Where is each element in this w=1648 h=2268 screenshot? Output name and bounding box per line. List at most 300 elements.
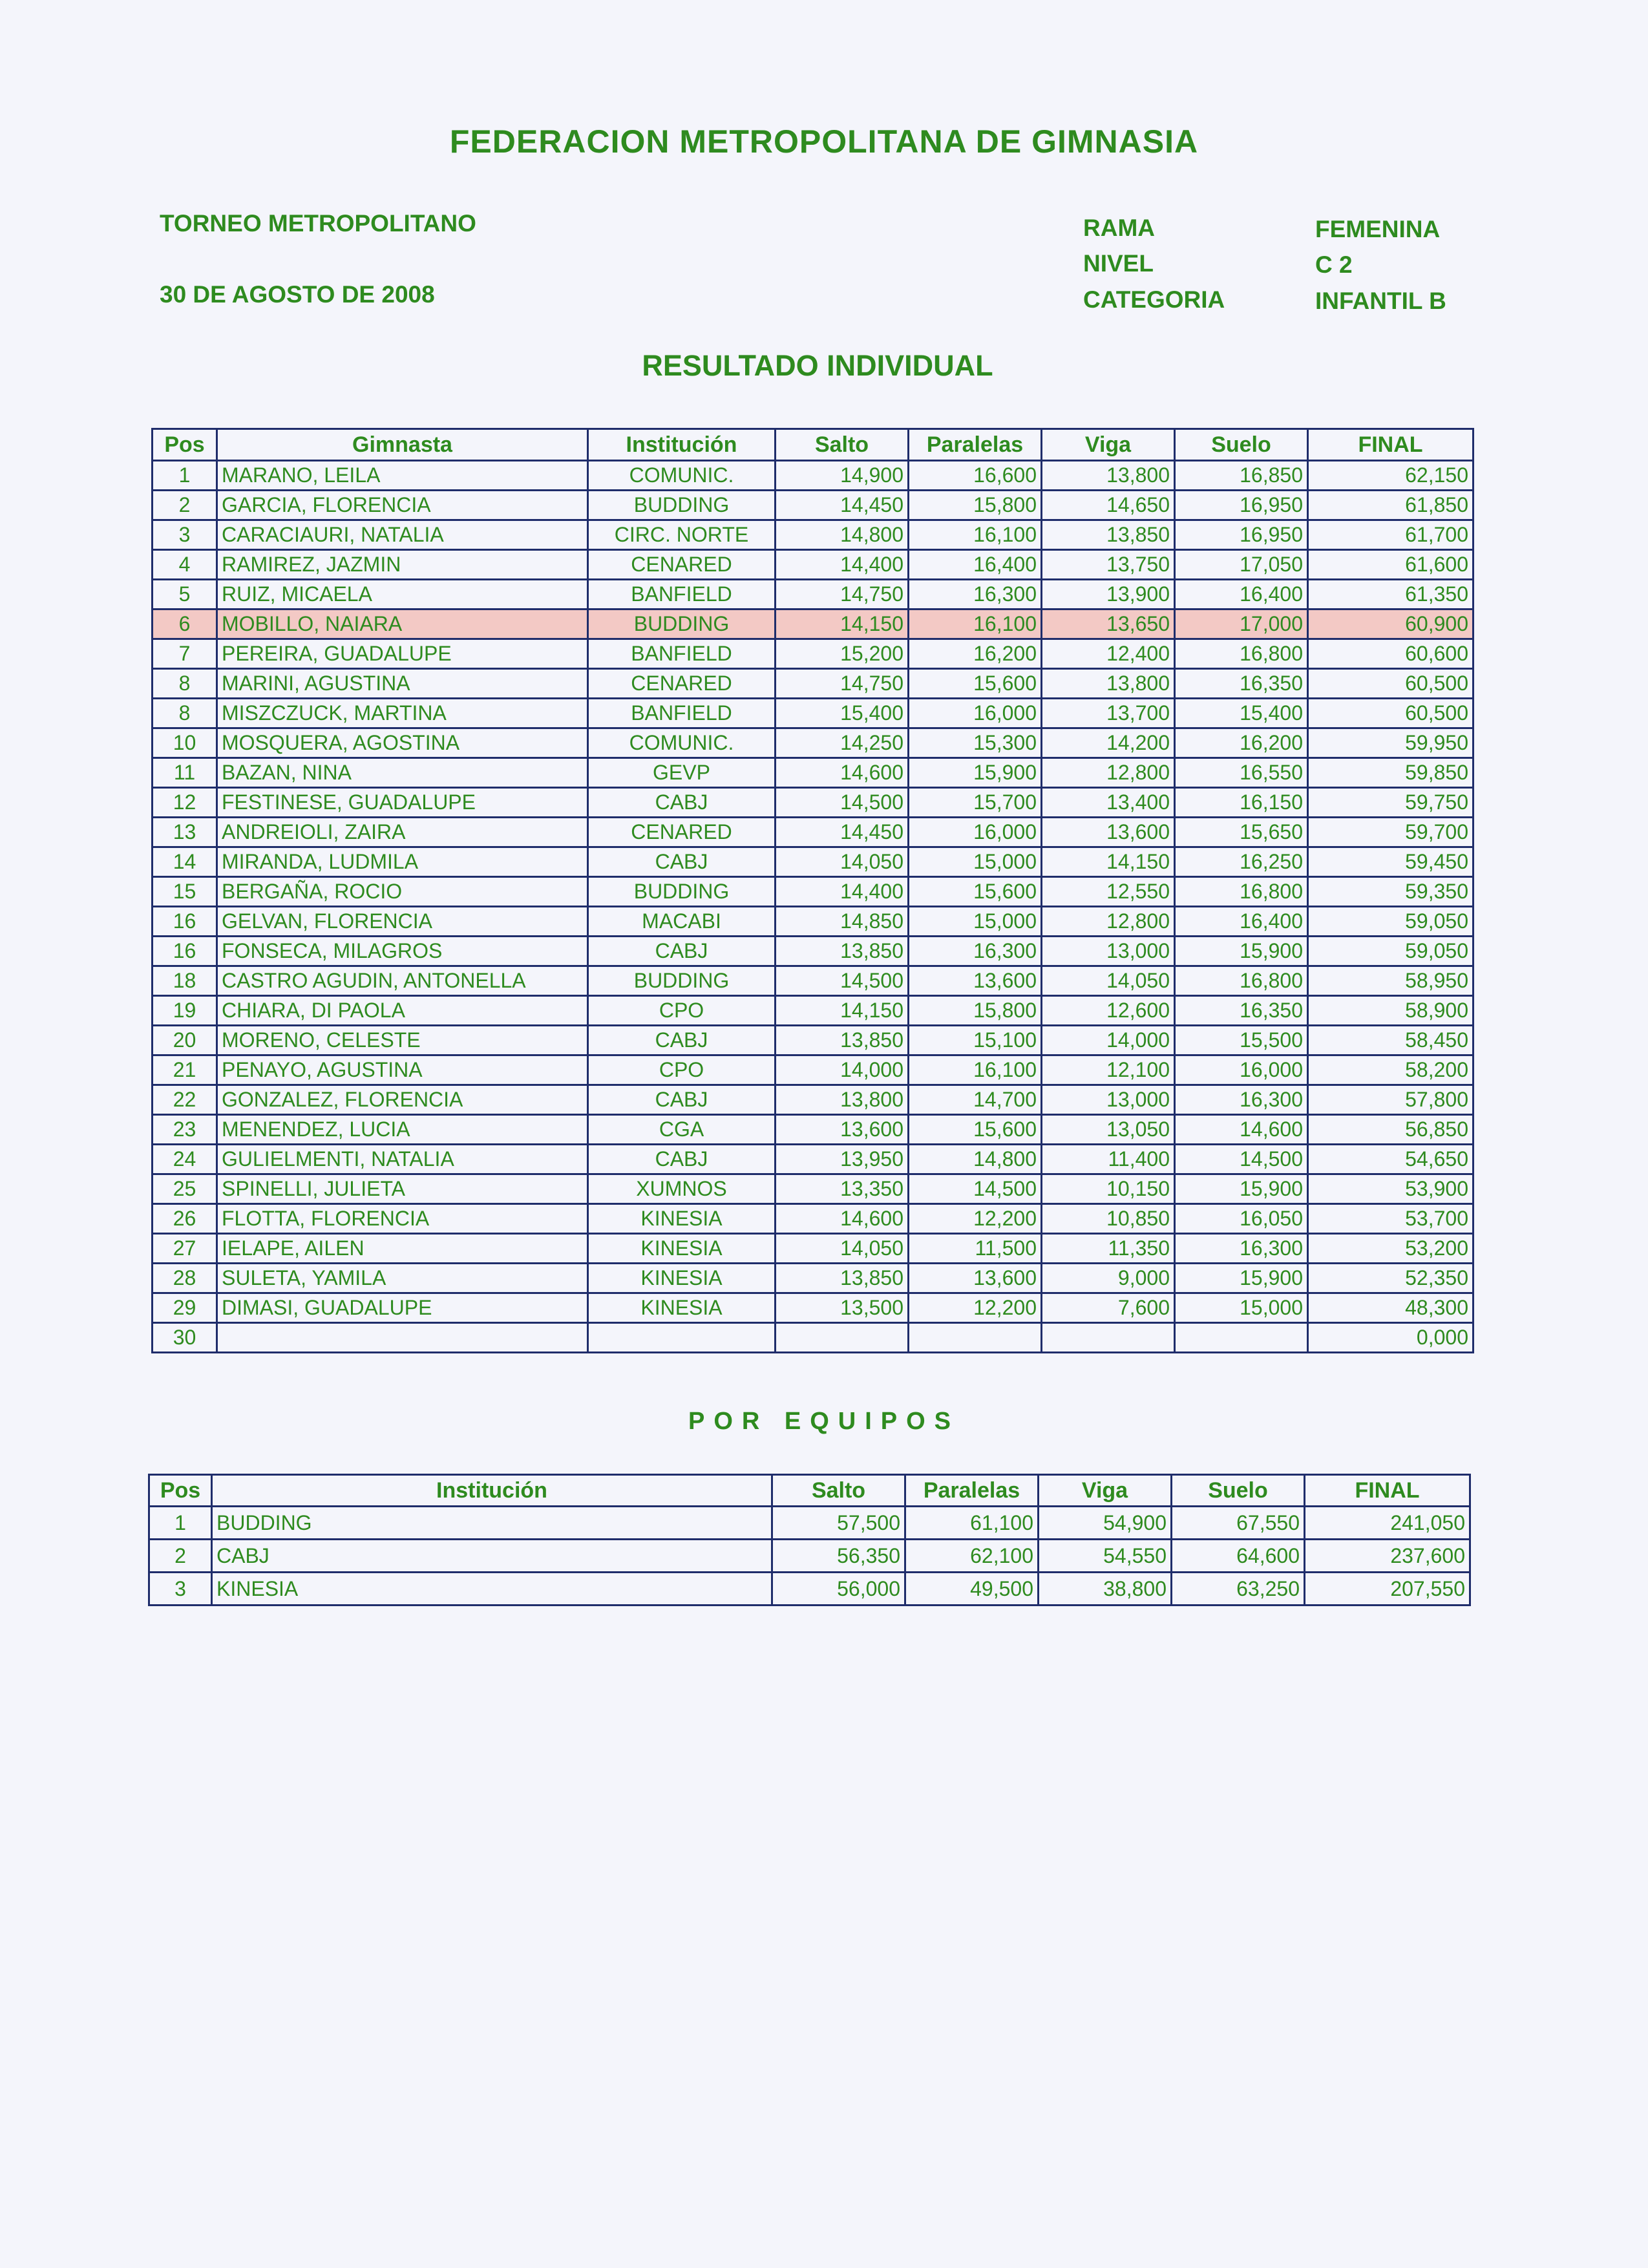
individual-row [153, 996, 1474, 1026]
individual-cell-gimnasta: DIMASI, GUADALUPE [217, 1293, 588, 1323]
individual-cell-institucion: BANFIELD [588, 580, 776, 609]
individual-cell-pos: 26 [153, 1204, 217, 1234]
individual-row [153, 639, 1474, 669]
individual-cell-final: 53,200 [1308, 1234, 1474, 1264]
individual-cell-suelo: 16,050 [1175, 1204, 1308, 1234]
individual-cell-salto: 14,600 [776, 1204, 909, 1234]
individual-cell-institucion: COMUNIC. [588, 461, 776, 491]
individual-cell-institucion: KINESIA [588, 1264, 776, 1293]
individual-cell-gimnasta: MENENDEZ, LUCIA [217, 1115, 588, 1145]
individual-cell-suelo: 16,800 [1175, 966, 1308, 996]
individual-cell-gimnasta: MARINI, AGUSTINA [217, 669, 588, 699]
individual-cell-paralelas: 16,000 [909, 818, 1042, 847]
individual-cell-paralelas: 15,900 [909, 758, 1042, 788]
individual-row [153, 580, 1474, 609]
individual-cell-gimnasta: PENAYO, AGUSTINA [217, 1055, 588, 1085]
individual-cell-final: 48,300 [1308, 1293, 1474, 1323]
individual-results-table [151, 428, 1474, 1353]
individual-cell-institucion: CABJ [588, 937, 776, 966]
individual-cell-pos: 25 [153, 1174, 217, 1204]
individual-cell-institucion: GEVP [588, 758, 776, 788]
individual-cell-final: 59,950 [1308, 728, 1474, 758]
individual-cell-suelo: 16,150 [1175, 788, 1308, 818]
individual-cell-salto: 14,800 [776, 520, 909, 550]
individual-cell-pos: 11 [153, 758, 217, 788]
team-col-viga: Viga [1039, 1475, 1172, 1507]
individual-cell-gimnasta: FONSECA, MILAGROS [217, 937, 588, 966]
categoria-value: INFANTIL B [1315, 288, 1446, 314]
individual-cell-pos: 13 [153, 818, 217, 847]
individual-cell-institucion: CGA [588, 1115, 776, 1145]
team-cell-paralelas: 61,100 [905, 1507, 1039, 1540]
individual-cell-pos: 7 [153, 639, 217, 669]
individual-cell-viga: 13,800 [1042, 669, 1175, 699]
individual-cell-suelo: 15,900 [1175, 1264, 1308, 1293]
team-row [149, 1540, 1470, 1573]
individual-cell-pos: 2 [153, 491, 217, 520]
individual-cell-final: 61,850 [1308, 491, 1474, 520]
individual-cell-institucion: KINESIA [588, 1234, 776, 1264]
individual-cell-salto: 13,500 [776, 1293, 909, 1323]
individual-cell-salto: 13,950 [776, 1145, 909, 1174]
individual-cell-paralelas: 13,600 [909, 966, 1042, 996]
individual-cell-institucion: KINESIA [588, 1204, 776, 1234]
individual-cell-pos: 5 [153, 580, 217, 609]
individual-cell-final: 60,900 [1308, 609, 1474, 639]
individual-cell-suelo: 15,900 [1175, 1174, 1308, 1204]
individual-cell-institucion: BUDDING [588, 491, 776, 520]
individual-cell-salto: 14,500 [776, 788, 909, 818]
individual-cell-viga: 14,200 [1042, 728, 1175, 758]
individual-cell-suelo: 15,500 [1175, 1026, 1308, 1055]
individual-row [153, 461, 1474, 491]
individual-cell-viga: 13,000 [1042, 1085, 1175, 1115]
individual-row [153, 788, 1474, 818]
individual-cell-paralelas: 14,700 [909, 1085, 1042, 1115]
team-col-suelo: Suelo [1172, 1475, 1305, 1507]
individual-cell-pos: 1 [153, 461, 217, 491]
individual-cell-suelo: 16,400 [1175, 907, 1308, 937]
individual-cell-final: 58,200 [1308, 1055, 1474, 1085]
individual-cell-pos: 18 [153, 966, 217, 996]
individual-cell-paralelas: 15,300 [909, 728, 1042, 758]
individual-cell-gimnasta: SULETA, YAMILA [217, 1264, 588, 1293]
individual-cell-gimnasta: GONZALEZ, FLORENCIA [217, 1085, 588, 1115]
individual-cell-viga: 13,800 [1042, 461, 1175, 491]
individual-cell-gimnasta: BAZAN, NINA [217, 758, 588, 788]
team-cell-paralelas: 62,100 [905, 1540, 1039, 1573]
categoria-label: CATEGORIA [1083, 286, 1225, 313]
individual-cell-final: 61,600 [1308, 550, 1474, 580]
individual-row [153, 1174, 1474, 1204]
team-cell-suelo: 64,600 [1172, 1540, 1305, 1573]
individual-cell-viga: 12,800 [1042, 907, 1175, 937]
individual-cell-salto: 13,850 [776, 1026, 909, 1055]
team-cell-salto: 57,500 [772, 1507, 905, 1540]
individual-cell-salto: 14,150 [776, 996, 909, 1026]
individual-cell-salto: 14,450 [776, 491, 909, 520]
individual-cell-final: 53,900 [1308, 1174, 1474, 1204]
individual-cell-gimnasta: FESTINESE, GUADALUPE [217, 788, 588, 818]
team-cell-pos: 1 [149, 1507, 212, 1540]
individual-cell-gimnasta: MORENO, CELESTE [217, 1026, 588, 1055]
individual-cell-paralelas: 12,200 [909, 1204, 1042, 1234]
individual-cell-paralelas: 16,100 [909, 520, 1042, 550]
tournament-name: TORNEO METROPOLITANO [160, 210, 476, 237]
individual-cell-viga: 12,100 [1042, 1055, 1175, 1085]
individual-cell-gimnasta: GULIELMENTI, NATALIA [217, 1145, 588, 1174]
individual-cell-gimnasta: RUIZ, MICAELA [217, 580, 588, 609]
individual-row [153, 1026, 1474, 1055]
individual-cell-final: 52,350 [1308, 1264, 1474, 1293]
individual-cell-salto: 13,850 [776, 937, 909, 966]
team-cell-final: 237,600 [1305, 1540, 1470, 1573]
individual-cell-pos: 27 [153, 1234, 217, 1264]
individual-cell-gimnasta: FLOTTA, FLORENCIA [217, 1204, 588, 1234]
team-cell-final: 241,050 [1305, 1507, 1470, 1540]
individual-row [153, 669, 1474, 699]
team-col-salto: Salto [772, 1475, 905, 1507]
individual-cell-viga: 12,400 [1042, 639, 1175, 669]
individual-cell-pos: 4 [153, 550, 217, 580]
nivel-label: NIVEL [1083, 250, 1154, 277]
individual-cell-gimnasta [217, 1323, 588, 1353]
individual-cell-gimnasta: RAMIREZ, JAZMIN [217, 550, 588, 580]
individual-cell-viga: 7,600 [1042, 1293, 1175, 1323]
team-cell-viga: 54,900 [1039, 1507, 1172, 1540]
team-results-title: POR EQUIPOS [688, 1408, 960, 1435]
individual-row [153, 907, 1474, 937]
individual-cell-institucion: CABJ [588, 1026, 776, 1055]
individual-cell-suelo: 16,200 [1175, 728, 1308, 758]
team-cell-institucion: BUDDING [212, 1507, 772, 1540]
individual-cell-gimnasta: MOSQUERA, AGOSTINA [217, 728, 588, 758]
individual-cell-suelo [1175, 1323, 1308, 1353]
individual-cell-institucion: CABJ [588, 1145, 776, 1174]
individual-cell-pos: 21 [153, 1055, 217, 1085]
individual-cell-salto: 13,850 [776, 1264, 909, 1293]
individual-col-viga: Viga [1042, 429, 1175, 461]
rama-value: FEMENINA [1315, 216, 1441, 242]
individual-cell-salto: 14,250 [776, 728, 909, 758]
individual-cell-pos: 30 [153, 1323, 217, 1353]
individual-cell-paralelas: 16,300 [909, 580, 1042, 609]
document-title: FEDERACION METROPOLITANA DE GIMNASIA [449, 123, 1199, 160]
individual-cell-institucion: CPO [588, 1055, 776, 1085]
individual-cell-salto: 14,400 [776, 877, 909, 907]
individual-cell-institucion: BANFIELD [588, 639, 776, 669]
team-cell-salto: 56,350 [772, 1540, 905, 1573]
individual-row [153, 1323, 1474, 1353]
individual-row [153, 1085, 1474, 1115]
individual-cell-pos: 24 [153, 1145, 217, 1174]
individual-cell-paralelas: 15,600 [909, 1115, 1042, 1145]
individual-cell-salto: 14,050 [776, 1234, 909, 1264]
individual-cell-suelo: 16,800 [1175, 639, 1308, 669]
individual-col-gimnasta: Gimnasta [217, 429, 588, 461]
individual-cell-salto: 14,450 [776, 818, 909, 847]
individual-cell-gimnasta: CASTRO AGUDIN, ANTONELLA [217, 966, 588, 996]
individual-row [153, 1115, 1474, 1145]
individual-cell-paralelas: 15,000 [909, 847, 1042, 877]
individual-cell-suelo: 16,000 [1175, 1055, 1308, 1085]
individual-cell-institucion: CENARED [588, 550, 776, 580]
individual-cell-gimnasta: GARCIA, FLORENCIA [217, 491, 588, 520]
individual-row [153, 699, 1474, 728]
individual-cell-suelo: 15,650 [1175, 818, 1308, 847]
individual-cell-suelo: 14,500 [1175, 1145, 1308, 1174]
team-cell-pos: 2 [149, 1540, 212, 1573]
individual-cell-final: 59,050 [1308, 907, 1474, 937]
team-row [149, 1507, 1470, 1540]
individual-row [153, 877, 1474, 907]
individual-cell-institucion: COMUNIC. [588, 728, 776, 758]
individual-cell-final: 58,950 [1308, 966, 1474, 996]
individual-cell-viga: 13,650 [1042, 609, 1175, 639]
individual-cell-institucion: BUDDING [588, 609, 776, 639]
individual-cell-final: 59,050 [1308, 937, 1474, 966]
individual-cell-suelo: 16,950 [1175, 491, 1308, 520]
individual-col-salto: Salto [776, 429, 909, 461]
individual-cell-viga: 10,150 [1042, 1174, 1175, 1204]
team-cell-viga: 54,550 [1039, 1540, 1172, 1573]
individual-cell-institucion: CPO [588, 996, 776, 1026]
individual-cell-final: 59,450 [1308, 847, 1474, 877]
individual-cell-viga: 13,000 [1042, 937, 1175, 966]
individual-cell-pos: 15 [153, 877, 217, 907]
team-col-final: FINAL [1305, 1475, 1470, 1507]
individual-cell-paralelas: 16,600 [909, 461, 1042, 491]
individual-cell-viga: 13,700 [1042, 699, 1175, 728]
team-cell-suelo: 63,250 [1172, 1573, 1305, 1606]
team-col-institucion: Institución [212, 1475, 772, 1507]
individual-cell-paralelas: 16,000 [909, 699, 1042, 728]
individual-cell-salto: 14,750 [776, 669, 909, 699]
individual-cell-paralelas: 16,100 [909, 609, 1042, 639]
individual-cell-institucion: CABJ [588, 788, 776, 818]
individual-cell-salto: 15,200 [776, 639, 909, 669]
individual-cell-suelo: 15,000 [1175, 1293, 1308, 1323]
individual-cell-paralelas: 14,800 [909, 1145, 1042, 1174]
individual-cell-suelo: 16,850 [1175, 461, 1308, 491]
individual-cell-final: 61,350 [1308, 580, 1474, 609]
individual-row [153, 491, 1474, 520]
team-results-table [148, 1474, 1471, 1606]
individual-cell-gimnasta: MARANO, LEILA [217, 461, 588, 491]
individual-row [153, 818, 1474, 847]
individual-cell-paralelas: 15,100 [909, 1026, 1042, 1055]
individual-cell-suelo: 17,000 [1175, 609, 1308, 639]
team-col-paralelas: Paralelas [905, 1475, 1039, 1507]
team-header-row [149, 1475, 1470, 1507]
individual-cell-viga: 13,050 [1042, 1115, 1175, 1145]
individual-cell-suelo: 15,900 [1175, 937, 1308, 966]
individual-cell-gimnasta: MIRANDA, LUDMILA [217, 847, 588, 877]
individual-cell-final: 61,700 [1308, 520, 1474, 550]
individual-cell-paralelas: 11,500 [909, 1234, 1042, 1264]
individual-cell-suelo: 16,250 [1175, 847, 1308, 877]
team-cell-pos: 3 [149, 1573, 212, 1606]
individual-cell-viga: 9,000 [1042, 1264, 1175, 1293]
individual-cell-pos: 8 [153, 669, 217, 699]
individual-cell-salto: 13,800 [776, 1085, 909, 1115]
individual-cell-paralelas: 15,600 [909, 669, 1042, 699]
individual-cell-viga: 13,750 [1042, 550, 1175, 580]
individual-cell-viga: 11,350 [1042, 1234, 1175, 1264]
individual-row [153, 1055, 1474, 1085]
individual-cell-pos: 20 [153, 1026, 217, 1055]
individual-cell-salto: 14,400 [776, 550, 909, 580]
individual-cell-viga: 12,550 [1042, 877, 1175, 907]
individual-cell-institucion: CENARED [588, 818, 776, 847]
individual-cell-final: 59,350 [1308, 877, 1474, 907]
rama-label: RAMA [1083, 215, 1155, 241]
nivel-value: C 2 [1315, 251, 1353, 278]
individual-cell-gimnasta: CARACIAURI, NATALIA [217, 520, 588, 550]
individual-cell-gimnasta: IELAPE, AILEN [217, 1234, 588, 1264]
individual-cell-viga: 13,400 [1042, 788, 1175, 818]
individual-cell-paralelas: 14,500 [909, 1174, 1042, 1204]
individual-cell-suelo: 17,050 [1175, 550, 1308, 580]
individual-cell-salto: 14,750 [776, 580, 909, 609]
individual-cell-paralelas: 16,400 [909, 550, 1042, 580]
individual-row [153, 1145, 1474, 1174]
individual-cell-pos: 29 [153, 1293, 217, 1323]
individual-cell-pos: 28 [153, 1264, 217, 1293]
individual-row [153, 550, 1474, 580]
individual-row [153, 758, 1474, 788]
individual-cell-institucion: CIRC. NORTE [588, 520, 776, 550]
individual-cell-viga: 11,400 [1042, 1145, 1175, 1174]
individual-cell-viga: 13,850 [1042, 520, 1175, 550]
individual-row [153, 937, 1474, 966]
team-cell-viga: 38,800 [1039, 1573, 1172, 1606]
team-cell-paralelas: 49,500 [905, 1573, 1039, 1606]
individual-table-body [153, 461, 1474, 1353]
individual-cell-viga: 14,150 [1042, 847, 1175, 877]
individual-cell-paralelas: 16,100 [909, 1055, 1042, 1085]
individual-cell-paralelas: 16,300 [909, 937, 1042, 966]
individual-cell-final: 53,700 [1308, 1204, 1474, 1234]
individual-cell-institucion: BUDDING [588, 966, 776, 996]
individual-row [153, 1234, 1474, 1264]
individual-cell-paralelas: 15,600 [909, 877, 1042, 907]
individual-cell-suelo: 16,300 [1175, 1085, 1308, 1115]
individual-cell-institucion: BANFIELD [588, 699, 776, 728]
individual-cell-institucion [588, 1323, 776, 1353]
individual-cell-salto: 13,350 [776, 1174, 909, 1204]
individual-cell-viga [1042, 1323, 1175, 1353]
team-row [149, 1573, 1470, 1606]
individual-cell-salto: 15,400 [776, 699, 909, 728]
individual-cell-suelo: 16,550 [1175, 758, 1308, 788]
individual-cell-pos: 23 [153, 1115, 217, 1145]
individual-cell-institucion: KINESIA [588, 1293, 776, 1323]
team-cell-institucion: KINESIA [212, 1573, 772, 1606]
individual-cell-viga: 12,600 [1042, 996, 1175, 1026]
individual-cell-institucion: CABJ [588, 847, 776, 877]
individual-cell-paralelas: 15,000 [909, 907, 1042, 937]
individual-cell-pos: 3 [153, 520, 217, 550]
individual-cell-salto [776, 1323, 909, 1353]
individual-cell-pos: 8 [153, 699, 217, 728]
tournament-date: 30 DE AGOSTO DE 2008 [160, 281, 435, 308]
individual-row [153, 1264, 1474, 1293]
individual-cell-paralelas: 15,800 [909, 491, 1042, 520]
individual-cell-final: 60,600 [1308, 639, 1474, 669]
team-col-pos: Pos [149, 1475, 212, 1507]
individual-cell-pos: 12 [153, 788, 217, 818]
individual-cell-viga: 14,650 [1042, 491, 1175, 520]
individual-cell-pos: 10 [153, 728, 217, 758]
individual-cell-final: 56,850 [1308, 1115, 1474, 1145]
individual-cell-pos: 16 [153, 907, 217, 937]
individual-header-row [153, 429, 1474, 461]
individual-cell-salto: 14,150 [776, 609, 909, 639]
individual-cell-pos: 6 [153, 609, 217, 639]
individual-row [153, 609, 1474, 639]
individual-cell-salto: 14,050 [776, 847, 909, 877]
individual-row [153, 728, 1474, 758]
individual-cell-institucion: CENARED [588, 669, 776, 699]
team-cell-suelo: 67,550 [1172, 1507, 1305, 1540]
individual-cell-final: 60,500 [1308, 699, 1474, 728]
individual-col-institucion: Institución [588, 429, 776, 461]
individual-cell-gimnasta: PEREIRA, GUADALUPE [217, 639, 588, 669]
individual-cell-salto: 14,000 [776, 1055, 909, 1085]
individual-cell-gimnasta: MISZCZUCK, MARTINA [217, 699, 588, 728]
individual-cell-final: 58,900 [1308, 996, 1474, 1026]
individual-cell-gimnasta: GELVAN, FLORENCIA [217, 907, 588, 937]
individual-cell-final: 59,700 [1308, 818, 1474, 847]
individual-cell-pos: 22 [153, 1085, 217, 1115]
individual-cell-suelo: 16,350 [1175, 669, 1308, 699]
team-cell-final: 207,550 [1305, 1573, 1470, 1606]
individual-row [153, 520, 1474, 550]
individual-cell-salto: 14,900 [776, 461, 909, 491]
individual-cell-paralelas: 12,200 [909, 1293, 1042, 1323]
individual-cell-viga: 10,850 [1042, 1204, 1175, 1234]
individual-results-title: RESULTADO INDIVIDUAL [642, 349, 993, 382]
individual-cell-viga: 14,050 [1042, 966, 1175, 996]
individual-cell-salto: 14,600 [776, 758, 909, 788]
individual-cell-pos: 19 [153, 996, 217, 1026]
individual-cell-suelo: 16,950 [1175, 520, 1308, 550]
individual-cell-final: 58,450 [1308, 1026, 1474, 1055]
individual-cell-gimnasta: SPINELLI, JULIETA [217, 1174, 588, 1204]
individual-cell-gimnasta: CHIARA, DI PAOLA [217, 996, 588, 1026]
individual-cell-institucion: MACABI [588, 907, 776, 937]
individual-cell-final: 59,850 [1308, 758, 1474, 788]
individual-cell-suelo: 14,600 [1175, 1115, 1308, 1145]
individual-cell-gimnasta: ANDREIOLI, ZAIRA [217, 818, 588, 847]
individual-cell-suelo: 15,400 [1175, 699, 1308, 728]
individual-cell-salto: 13,600 [776, 1115, 909, 1145]
individual-cell-paralelas: 13,600 [909, 1264, 1042, 1293]
individual-cell-paralelas [909, 1323, 1042, 1353]
individual-cell-institucion: CABJ [588, 1085, 776, 1115]
individual-cell-viga: 12,800 [1042, 758, 1175, 788]
individual-cell-salto: 14,500 [776, 966, 909, 996]
individual-row [153, 966, 1474, 996]
individual-cell-final: 0,000 [1308, 1323, 1474, 1353]
team-table-body [149, 1507, 1470, 1606]
individual-cell-viga: 13,600 [1042, 818, 1175, 847]
individual-cell-salto: 14,850 [776, 907, 909, 937]
individual-col-suelo: Suelo [1175, 429, 1308, 461]
individual-cell-suelo: 16,800 [1175, 877, 1308, 907]
individual-cell-paralelas: 16,200 [909, 639, 1042, 669]
